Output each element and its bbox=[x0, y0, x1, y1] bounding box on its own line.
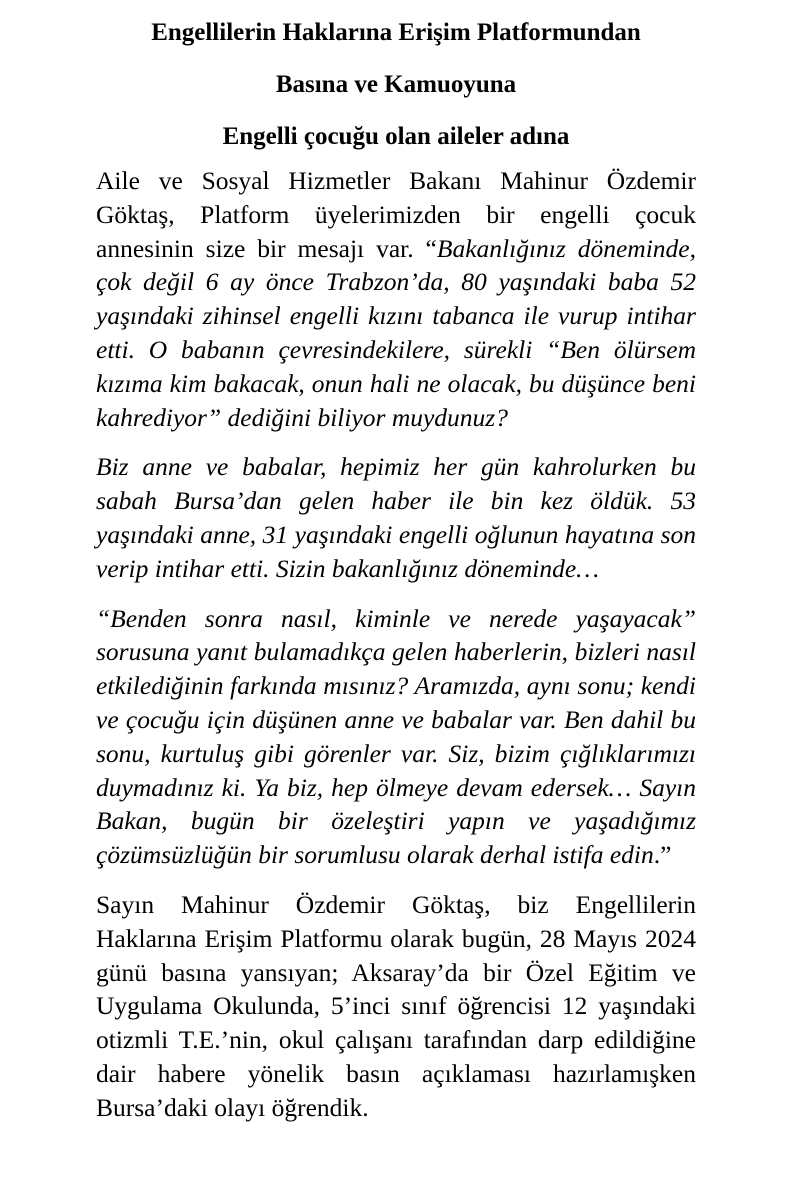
document-title: Engellilerin Haklarına Erişim Platformundan bbox=[151, 19, 641, 46]
paragraph-1-quote: Bakanlığınız döneminde, çok değil 6 ay önce Trabzon’da, 80 yaşındaki baba 52 yaşındaki zihinsel engelli kızını tabanca ile vurup intihar etti. O babanın çevresindekilere, sürekli “Ben ölürsem kızıma kim bakacak, onun hali ne olacak, bu düşünce beni kahrediyor” dediğini biliyor muydunuz? bbox=[96, 233, 696, 432]
paragraph-3 bbox=[96, 602, 696, 872]
paragraph-2: Biz anne ve babalar, hepimiz her gün kahrolurken bu sabah Bursa’dan gelen haber ile bin kez öldük. 53 yaşındaki anne, 31 yaşındaki engelli oğlunun hayatına son verip intihar etti. Sizin bakanlığınız döneminde… bbox=[96, 452, 696, 583]
paragraph-3-end: .” bbox=[653, 840, 672, 870]
paragraph-3-quote: “Benden sonra nasıl, kiminle ve nerede yaşayacak” sorusuna yanıt bulamadıkça gelen haberlerin, bizleri nasıl etkilediğinin farkında mısınız? Aramızda, aynı sonu; kendi ve çocuğu için düşünen anne ve babalar var. Ben dahil bu sonu, kurtuluş gibi görenler var. Siz, bizim çığlıklarımızı duymadınız ki. Ya biz, hep ölmeye devam edersek… Sayın Bakan, bugün bir özeleştiri yapın ve yaşadığımız çözümsüzlüğün bir sorumlusu olarak derhal istifa edin bbox=[96, 603, 696, 870]
paragraph-4: Sayın Mahinur Özdemir Göktaş, biz Engellilerin Haklarına Erişim Platformu olarak bugün, 28 Mayıs 2024 günü basına yansıyan; Aksaray’da bir Özel Eğitim ve Uygulama Okulunda, 5’inci sınıf öğrencisi 12 yaşındaki otizmli T.E.’nin, okul çalışanı tarafından darp edildiğine dair habere yönelik basın açıklaması hazırlamışken Bursa’daki olayı öğrendik. bbox=[96, 889, 696, 1122]
document-subheading: Engelli çocuğu olan aileler adına bbox=[222, 123, 570, 150]
paragraph-1-text: Aile ve Sosyal Hizmetler Bakanı Mahinur Özdemir Göktaş, Platform üyelerimizden bir engelli çocuk annesinin size bir mesajı var. “ bbox=[96, 166, 696, 263]
paragraph-1 bbox=[96, 164, 696, 434]
document-subtitle: Basına ve Kamuoyuna bbox=[275, 71, 517, 98]
